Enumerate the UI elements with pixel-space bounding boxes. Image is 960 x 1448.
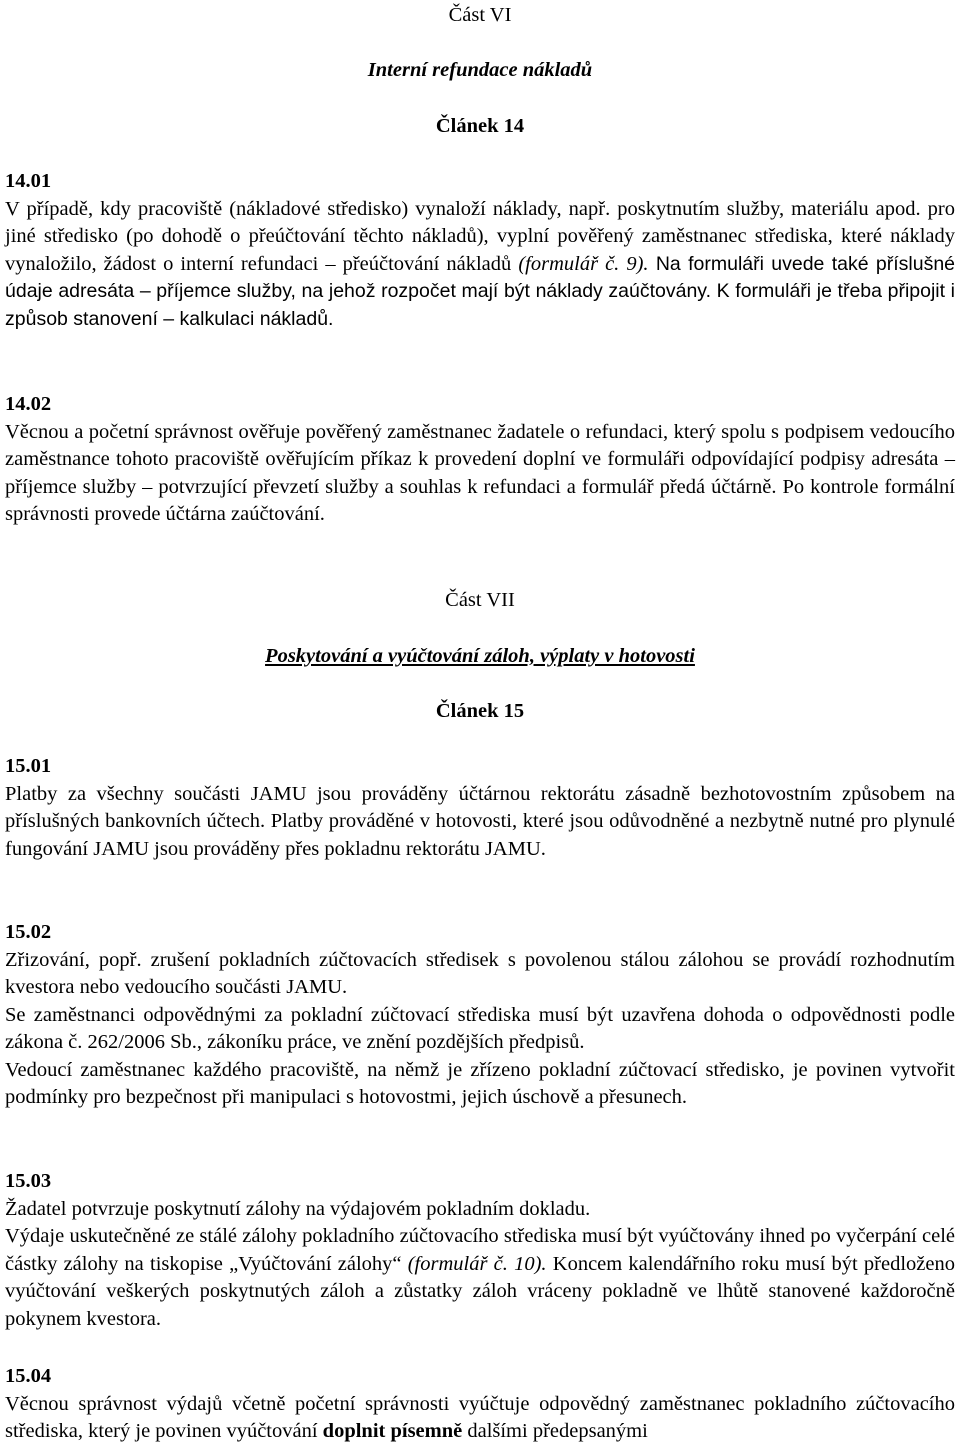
- section-15-02: [5, 919, 955, 1112]
- part-heading: Část VII: [445, 589, 515, 611]
- section-number: 15.04: [5, 1365, 52, 1387]
- emphasis: doplnit písemně: [322, 1420, 463, 1442]
- section-number: 15.03: [5, 1170, 52, 1192]
- form-reference: (formulář č. 10).: [407, 1252, 547, 1275]
- section-15-03: [5, 1168, 955, 1333]
- paragraph: Zřizování, popř. zrušení pokladních zúčtovacích středisek s povolenou stálou zálohou se provádí rozhodnutím kvestora nebo vedoucího součásti JAMU.: [5, 948, 955, 998]
- part-heading: Část VI: [448, 4, 512, 26]
- part-title: Poskytování a vyúčtování záloh, výplaty v hotovosti: [265, 645, 695, 667]
- section-number: 14.02: [5, 393, 52, 415]
- section-text: Věcnou a početní správnost ověřuje pověřený zaměstnanec žadatele o refundaci, který spolu s podpisem vedoucího zaměstnance tohoto pracoviště ověřujícím příkaz k provedení doplní ve formuláři odpovídající podpisy adresáta – příjemce služby – potvrzující převzetí služby a souhlas k refundaci a formulář předá účtárně. Po kontrole formální správnosti provede účtárna zaúčtování.: [5, 420, 955, 525]
- section-15-01: [5, 753, 955, 863]
- paragraph: Žadatel potvrzuje poskytnutí zálohy na výdajovém pokladním dokladu.: [5, 1197, 591, 1220]
- form-reference: (formulář č. 9).: [518, 252, 649, 275]
- section-14-01: [5, 168, 955, 333]
- section-number: 15.01: [5, 755, 52, 777]
- section-15-04: [5, 1363, 955, 1446]
- article-heading: Článek 14: [435, 115, 525, 137]
- text-run: dalšími předepsanými: [462, 1420, 648, 1442]
- text-run: Věcnou správnost výdajů včetně početní správnosti vyúčtuje odpovědný zaměstnanec pokladního zúčtovacího střediska, který je povinen vyúčtování: [5, 1392, 955, 1442]
- paragraph: Se zaměstnanci odpovědnými za pokladní zúčtovací střediska musí být uzavřena dohoda o odpovědnosti podle zákona č. 262/2006 Sb., zákoníku práce, ve znění pozdějších předpisů.: [5, 1003, 955, 1053]
- article-heading: Článek 15: [435, 700, 525, 722]
- text-run: Koncem kalendářního roku musí být předloženo vyúčtování veškerých poskytnutých záloh a zůstatky záloh vráceny pokladně ve lhůtě stanovené každoročně pokynem kvestora.: [5, 1252, 955, 1330]
- text-run: Výdaje uskutečněné ze stálé zálohy pokladního zúčtovacího střediska musí být vyúčtovány ihned po vyčerpání celé částky zálohy na tiskopise „Vyúčtování zálohy“: [5, 1225, 955, 1275]
- paragraph: [5, 1223, 955, 1333]
- section-14-02: [5, 391, 955, 529]
- section-text: [5, 196, 955, 334]
- section-text: [5, 1391, 955, 1446]
- text-run: V případě, kdy pracoviště (nákladové středisko) vynaloží náklady, např. poskytnutím služby, materiálu apod. pro jiné středisko (po dohodě o přeúčtování těchto nákladů), vyplní pověřený zaměstnanec střediska, které náklady vynaložilo, žádost o interní refundaci – přeúčtování nákladů: [5, 197, 955, 275]
- section-number: 15.02: [5, 921, 52, 943]
- section-number: 14.01: [5, 170, 52, 192]
- part-title: Interní refundace nákladů: [367, 59, 593, 81]
- section-text: Platby za všechny součásti JAMU jsou prováděny účtárnou rektorátu zásadně bezhotovostním způsobem na příslušných bankovních účtech. Platby prováděné v hotovosti, které jsou odůvodněné a nezbytně nutné pro plynulé fungování JAMU jsou prováděny přes pokladnu rektorátu JAMU.: [5, 782, 955, 860]
- paragraph: Vedoucí zaměstnanec každého pracoviště, na němž je zřízeno pokladní zúčtovací středisko, je povinen vytvořit podmínky pro bezpečnost při manipulaci s hotovostmi, jejich úschově a přesunech.: [5, 1058, 955, 1108]
- text-run: Na formuláři uvede také příslušné údaje adresáta – příjemce služby, na jehož rozpočet mají být náklady zaúčtovány. K formuláři je třeba připojit i způsob stanovení – kalkulaci nákladů.: [5, 252, 956, 330]
